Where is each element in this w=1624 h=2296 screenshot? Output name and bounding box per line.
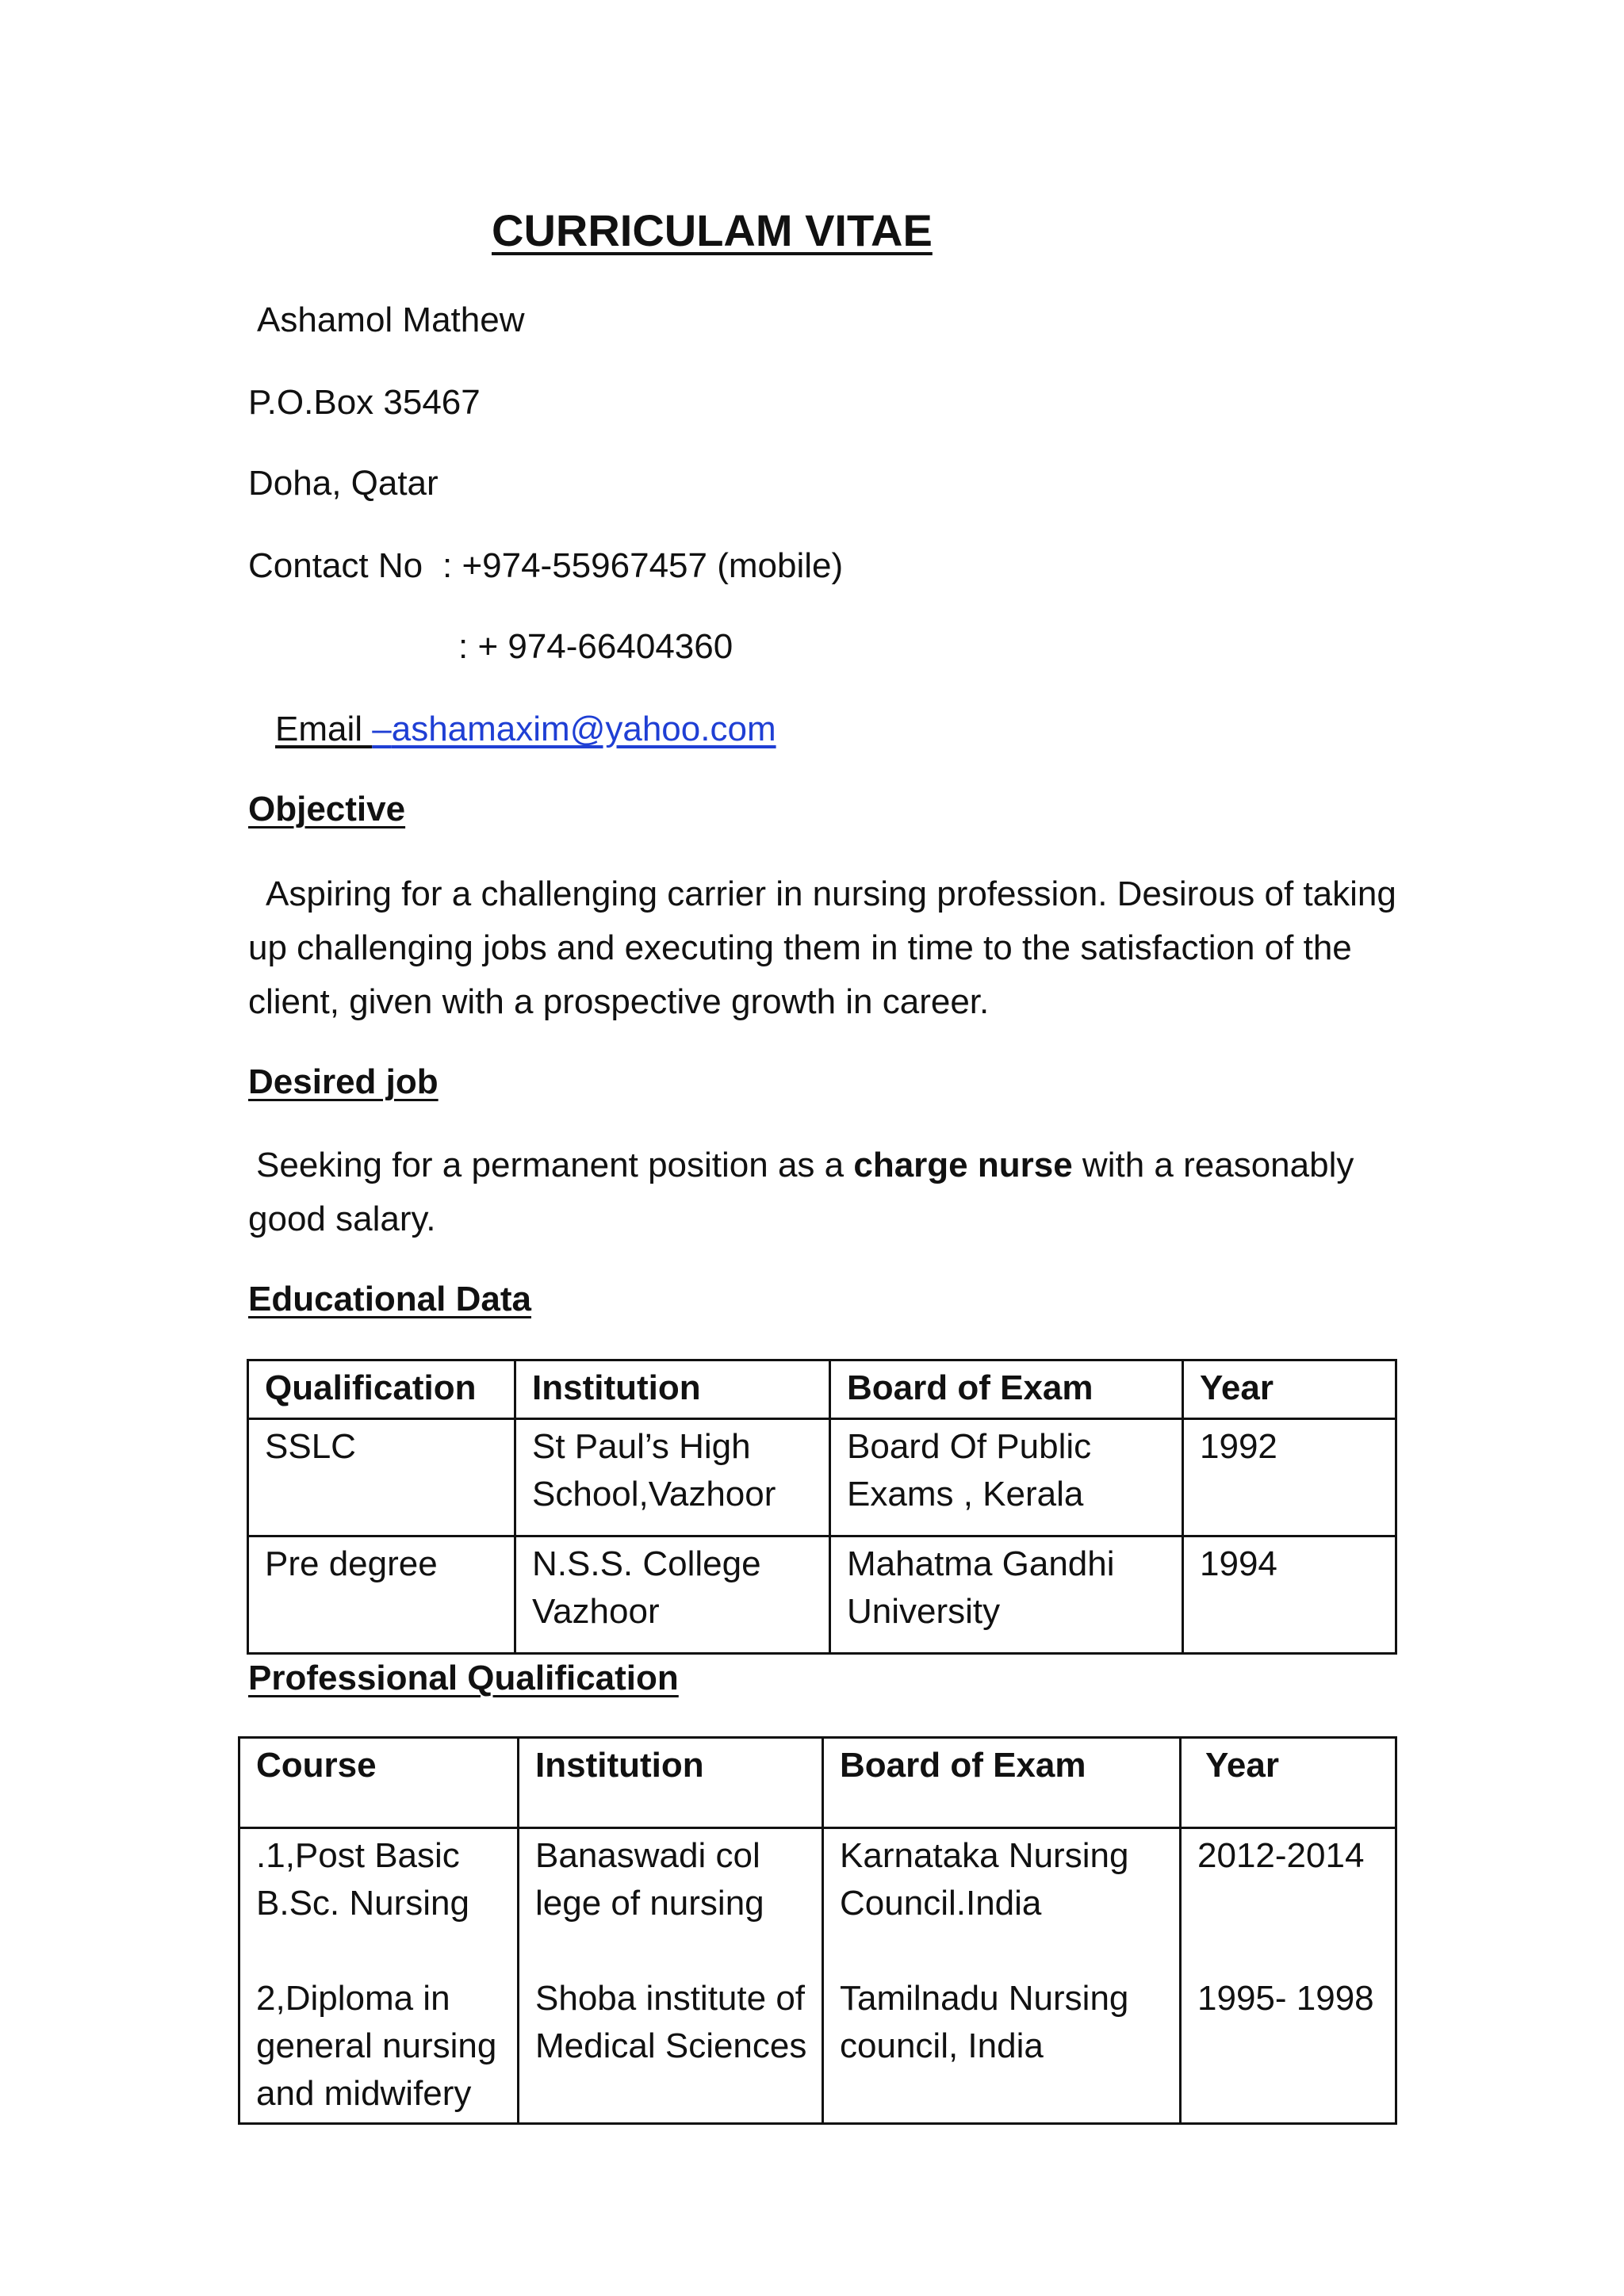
table-row — [239, 1828, 1396, 2124]
professional-heading: Professional Qualification — [248, 1659, 679, 1697]
table-cell: St Paul’s High School,Vazhoor — [515, 1419, 830, 1536]
phone-mobile: : +974-55967457 (mobile) — [442, 546, 844, 585]
table-cell — [1181, 1828, 1396, 2124]
education-col-header: Institution — [515, 1360, 830, 1419]
table-cell — [823, 1828, 1181, 2124]
desired-job-text-before: Seeking for a permanent position as a — [256, 1146, 854, 1184]
table-cell: Pre degree — [248, 1536, 515, 1654]
table-row — [248, 1419, 1396, 1536]
applicant-name: Ashamol Mathew — [257, 300, 525, 339]
phone-alt: : + 974-66404360 — [458, 627, 733, 666]
professional-header-row — [239, 1738, 1396, 1828]
contact-label: Contact No — [248, 546, 423, 585]
professional-table — [238, 1736, 1397, 2125]
education-header-row — [248, 1360, 1396, 1419]
table-cell: SSLC — [248, 1419, 515, 1536]
email-line — [275, 707, 776, 752]
table-cell — [239, 1828, 519, 2124]
institution-entry: Shoba institute of Medical Sciences — [535, 1979, 807, 2065]
table-cell — [519, 1828, 823, 2124]
institution-entry: Banaswadi col lege of nursing — [535, 1836, 764, 1923]
page-title: CURRICULAM VITAE — [492, 205, 933, 255]
table-cell: Board Of Public Exams , Kerala — [830, 1419, 1183, 1536]
objective-text: Aspiring for a challenging carrier in nursing profession. Desirous of taking up challenging jobs and executing them in time to the satisfaction of the client, given with a prospective growth in career. — [248, 874, 1396, 1021]
course-entry: 2,Diploma in general nursing and midwifery — [256, 1979, 497, 2113]
table-cell: N.S.S. College Vazhoor — [515, 1536, 830, 1654]
education-col-header: Board of Exam — [830, 1360, 1183, 1419]
objective-heading: Objective — [248, 790, 406, 828]
desired-job-heading: Desired job — [248, 1062, 439, 1101]
year-entry: 2012-2014 — [1197, 1836, 1365, 1875]
desired-job-text — [248, 1138, 1406, 1246]
course-entry: .1,Post Basic B.Sc. Nursing — [256, 1836, 469, 1923]
education-table — [247, 1359, 1397, 1655]
table-cell: 1992 — [1183, 1419, 1396, 1536]
professional-col-header: Year — [1181, 1738, 1396, 1828]
board-entry: Tamilnadu Nursing council, India — [840, 1979, 1129, 2065]
professional-col-header: Institution — [519, 1738, 823, 1828]
professional-col-header: Course — [239, 1738, 519, 1828]
po-box: P.O.Box 35467 — [248, 383, 481, 422]
city: Doha, Qatar — [248, 464, 439, 503]
table-cell: 1994 — [1183, 1536, 1396, 1654]
table-row — [248, 1536, 1396, 1654]
year-entry: 1995- 1998 — [1197, 1979, 1374, 2018]
education-col-header: Year — [1183, 1360, 1396, 1419]
desired-job-text-after: with a reasonably good salary. — [248, 1146, 1354, 1238]
desired-job-role: charge nurse — [853, 1146, 1073, 1184]
education-col-header: Qualification — [248, 1360, 515, 1419]
table-cell: Mahatma Gandhi University — [830, 1536, 1183, 1654]
board-entry: Karnataka Nursing Council.India — [840, 1836, 1129, 1923]
education-heading: Educational Data — [248, 1280, 531, 1318]
email-dash: – — [372, 710, 392, 748]
professional-col-header: Board of Exam — [823, 1738, 1181, 1828]
email-link[interactable]: ashamaxim@yahoo.com — [391, 710, 776, 748]
email-label: Email — [275, 710, 373, 748]
